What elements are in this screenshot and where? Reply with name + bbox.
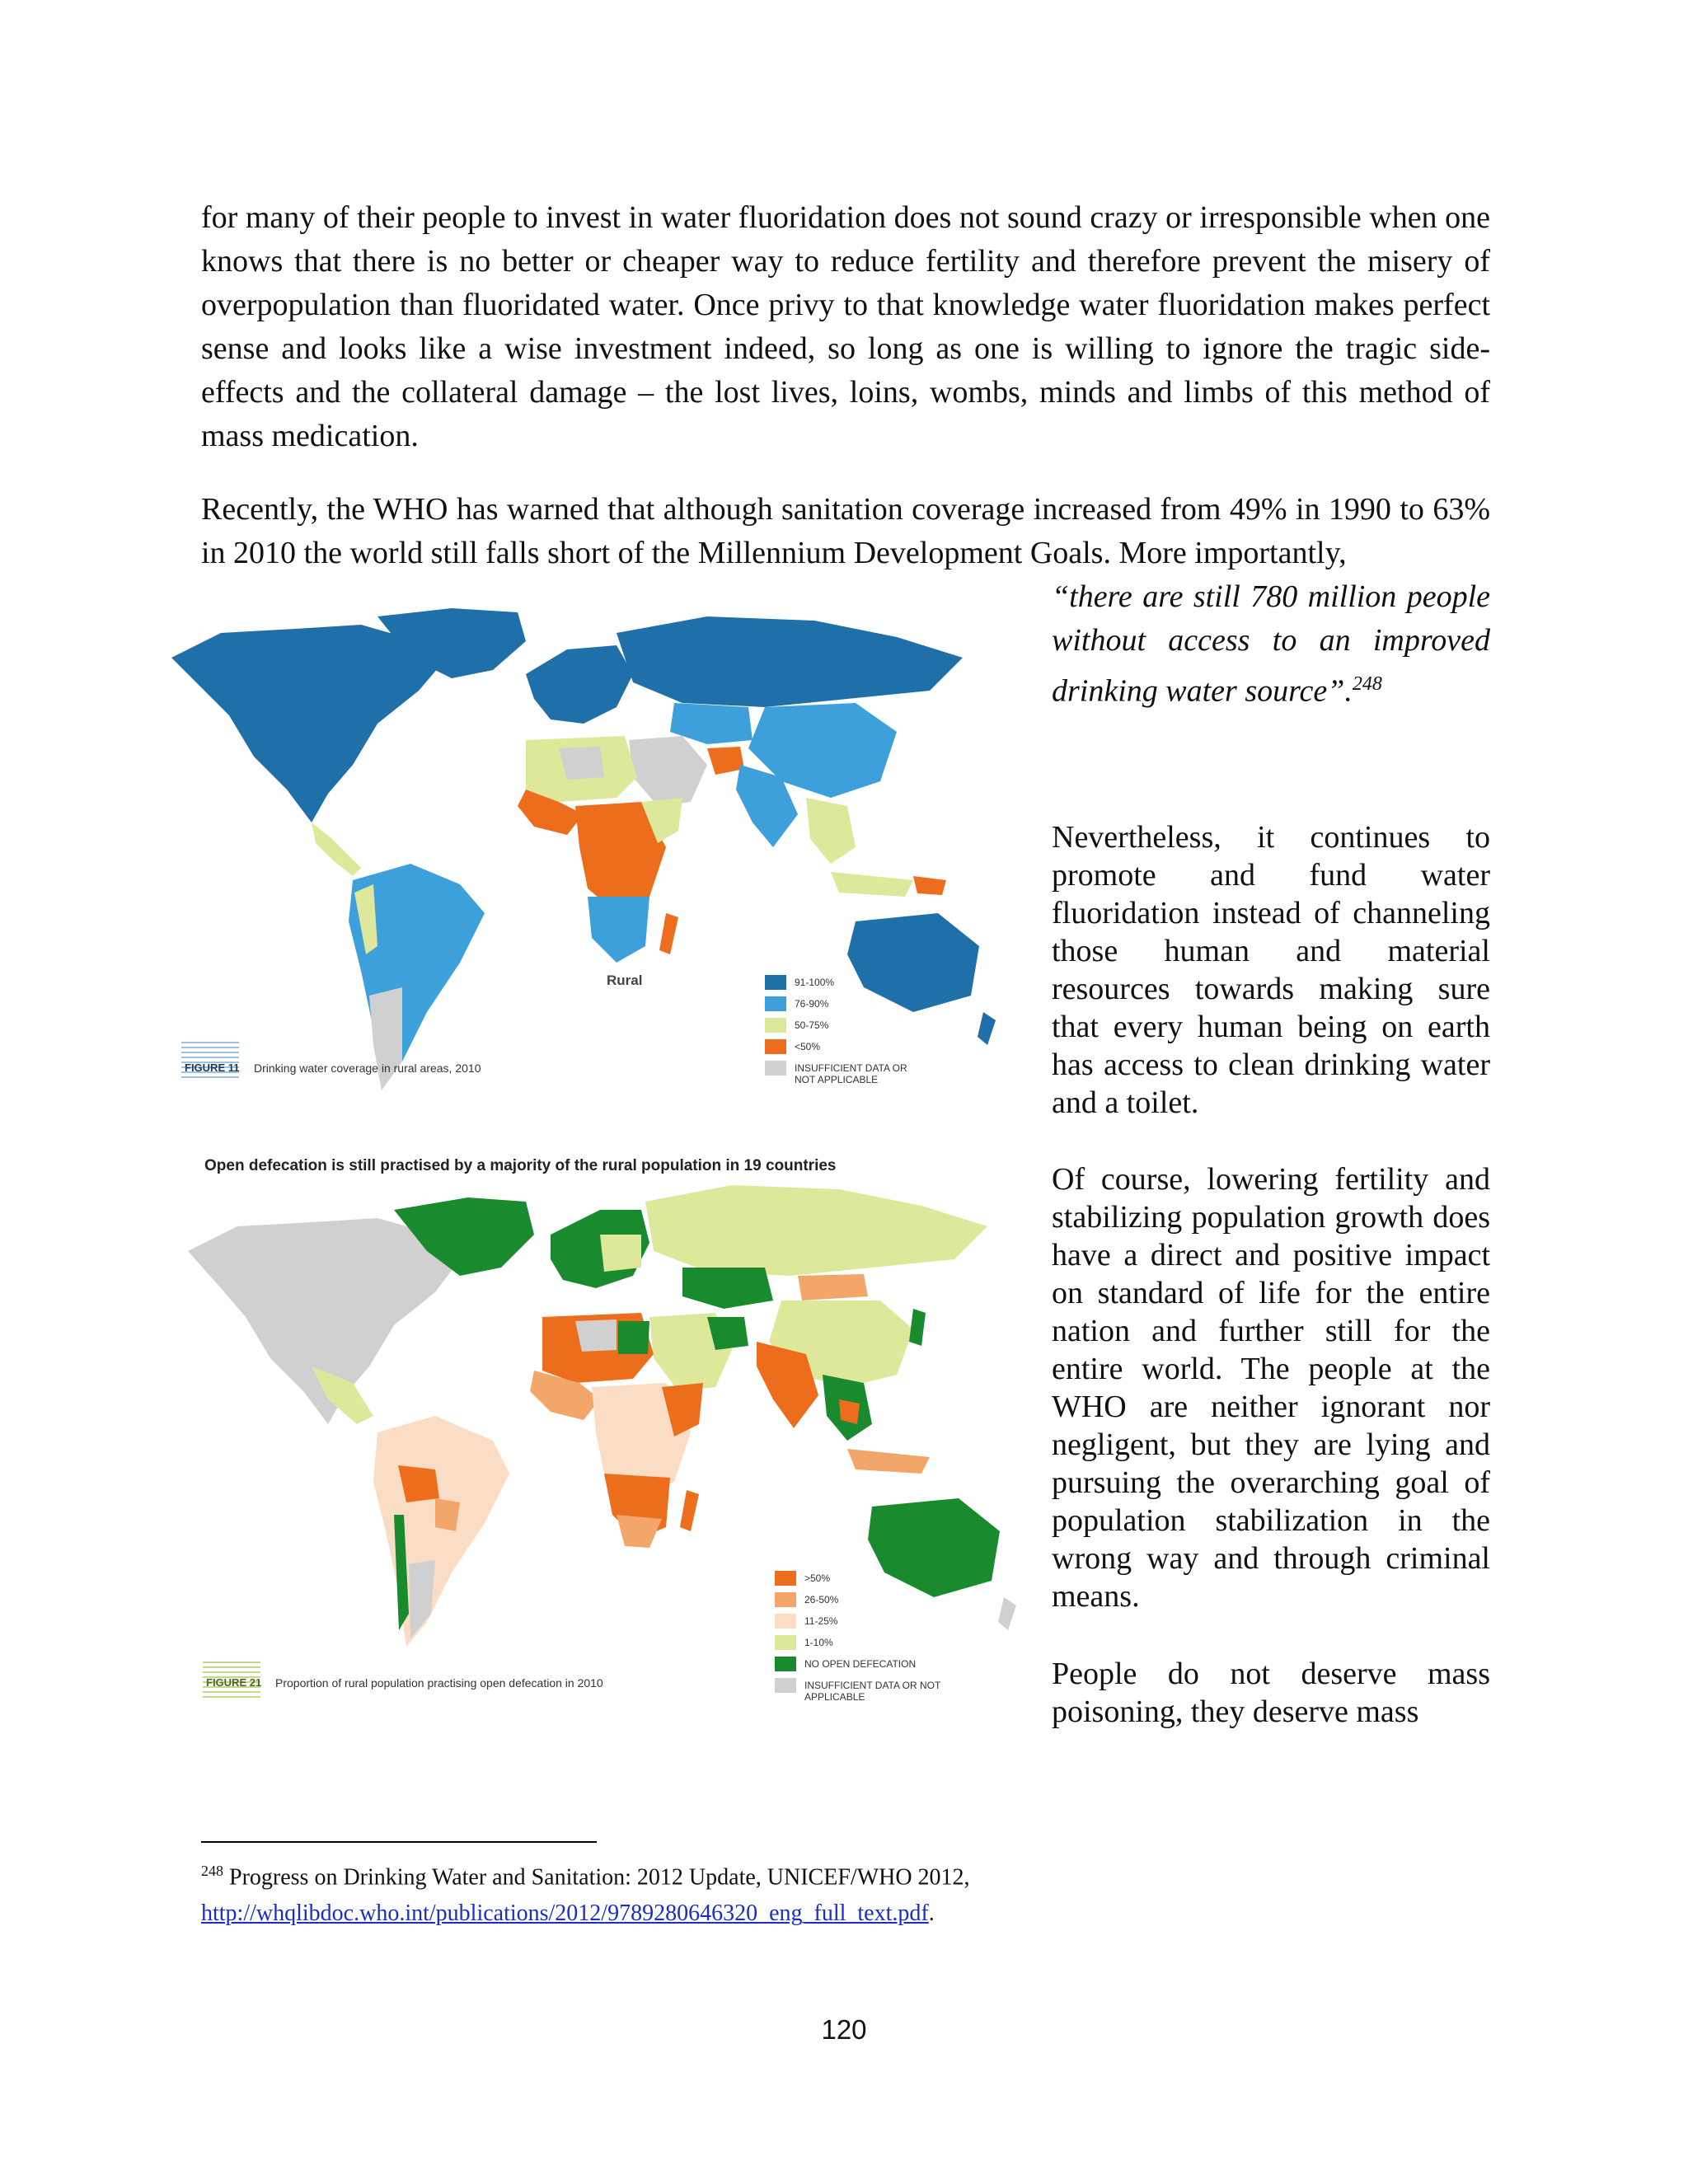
legend-label: INSUFFICIENT DATA OR NOT APPLICABLE <box>795 1062 907 1085</box>
figure-11-caption: Drinking water coverage in rural areas, 2010 <box>254 1062 481 1075</box>
map-russia <box>645 1185 987 1276</box>
legend-item <box>765 1061 930 1094</box>
legend-swatch <box>775 1614 796 1629</box>
page-number: 120 <box>821 2014 867 2045</box>
map-south-africa <box>617 1515 662 1548</box>
legend-label: 1-10% <box>804 1637 833 1648</box>
map-madagascar <box>659 913 678 954</box>
legend-item <box>765 996 930 1018</box>
map-new-zealand <box>998 1597 1016 1630</box>
map-afghanistan <box>707 747 744 775</box>
legend-label: INSUFFICIENT DATA OR NOT APPLICABLE <box>804 1680 941 1703</box>
legend-item <box>775 1678 964 1711</box>
map-indonesia <box>831 872 913 897</box>
legend-label: 26-50% <box>804 1594 839 1605</box>
map-south-america <box>373 1416 509 1647</box>
figure-11-label: FIGURE 11 <box>185 1062 240 1074</box>
body-paragraph-2: Recently, the WHO has warned that although sanitation coverage increased from 49% in 1990 to 63% in 2010 the world still falls short of the Millennium Development Goals. More importantly, <box>201 492 1490 570</box>
map-south-america-south <box>369 987 402 1090</box>
legend-label: 91-100% <box>795 977 835 988</box>
legend-swatch <box>775 1678 796 1693</box>
map-north-america <box>171 625 443 823</box>
map-new-zealand <box>978 1012 996 1045</box>
legend-swatch <box>775 1571 796 1586</box>
figure-11-legend <box>765 975 930 1094</box>
figure-21 <box>188 1152 1029 1721</box>
figure-21-legend <box>775 1571 964 1711</box>
legend-label: 11-25% <box>804 1615 838 1627</box>
rural-map-label: Rural <box>607 972 643 988</box>
map-egypt <box>618 1321 649 1354</box>
map-eastern-europe <box>600 1235 641 1272</box>
map-mongolia <box>798 1274 868 1301</box>
legend-swatch <box>765 1018 786 1033</box>
legend-label: 50-75% <box>795 1019 829 1031</box>
footnote-number: 248 <box>201 1863 223 1879</box>
figure-21-label: FIGURE 21 <box>206 1676 262 1689</box>
legend-swatch <box>765 1061 786 1076</box>
footnote-separator <box>201 1841 597 1843</box>
legend-label: NO OPEN DEFECATION <box>804 1658 917 1670</box>
quote-footnote-ref[interactable]: 248 <box>1352 673 1382 695</box>
figure-11 <box>171 600 996 1103</box>
legend-swatch <box>775 1592 796 1607</box>
map-southeast-asia <box>806 798 856 864</box>
footnote-248 <box>201 1853 1437 1932</box>
legend-item <box>765 975 930 996</box>
map-paraguay <box>435 1498 460 1531</box>
map-southern-africa <box>588 897 649 963</box>
side-paragraph-3: People do not deserve mass poisoning, they deserve mass <box>1052 1657 1490 1729</box>
quote-text: “there are still 780 million people without access to an improved drinking water source”. <box>1052 579 1490 709</box>
map-middle-east <box>629 736 707 806</box>
legend-label: <50% <box>795 1041 821 1052</box>
legend-swatch <box>765 1039 786 1054</box>
side-paragraph-2: Of course, lowering fertility and stabilizing population growth does have a direct and positive impact on standard of life for the entire nation and further still for the entire world. The people at the WHO are neither ignorant nor negligent, but they are lying and pursuing the overarching goal of population stabilization in the wrong way and through criminal means. <box>1052 1162 1490 1614</box>
map-europe <box>526 645 633 724</box>
map-libya-gray <box>575 1319 617 1352</box>
footnote-end: . <box>928 1900 935 1927</box>
map-north-america <box>188 1218 460 1424</box>
body-paragraph-1: for many of their people to invest in water fluoridation does not sound crazy or irresponsible when one knows that there is no better or cheaper way to reduce fertility and therefore prevent the misery of overpopulation than fluoridated water. Once privy to that knowledge water fluoridation makes perfect sense and looks like a wise investment indeed, so long as one is willing to ignore the tragic side-effects and the collateral damage – the lost lives, loins, wombs, minds and limbs of this method of mass medication. <box>201 200 1490 453</box>
map-kazakhstan <box>682 1268 773 1309</box>
legend-item <box>765 1018 930 1039</box>
map-png <box>913 876 946 895</box>
who-quote <box>1052 575 1490 714</box>
footnote-text: Progress on Drinking Water and Sanitation: 2012 Update, UNICEF/WHO 2012, <box>223 1864 970 1891</box>
figure-21-caption: Proportion of rural population practising open defecation in 2010 <box>275 1676 603 1690</box>
figure-21-title: Open defecation is still practised by a majority of the rural population in 19 countries <box>204 1157 837 1174</box>
map-indonesia <box>847 1449 930 1474</box>
map-japan <box>909 1309 926 1346</box>
legend-item <box>765 1039 930 1061</box>
map-madagascar <box>680 1490 699 1531</box>
map-central-america <box>312 823 361 876</box>
legend-label: >50% <box>804 1572 831 1584</box>
legend-swatch <box>775 1635 796 1650</box>
side-paragraph-1: Nevertheless, it continues to promote and fund water fluoridation instead of channeling those human and material resources towards making sure that every human being on earth has access to clean drinking water and a toilet. <box>1052 820 1490 1120</box>
legend-swatch <box>765 996 786 1011</box>
footnote-link[interactable]: http://whqlibdoc.who.int/publications/2012/9789280646320_eng_full_text.pdf <box>201 1900 929 1927</box>
legend-item <box>775 1635 964 1657</box>
legend-label: 76-90% <box>795 998 829 1010</box>
legend-item <box>775 1614 964 1635</box>
map-russia <box>617 616 963 707</box>
legend-item <box>775 1592 964 1614</box>
legend-item <box>775 1571 964 1592</box>
legend-item <box>775 1657 964 1678</box>
legend-swatch <box>765 975 786 990</box>
legend-swatch <box>775 1657 796 1671</box>
